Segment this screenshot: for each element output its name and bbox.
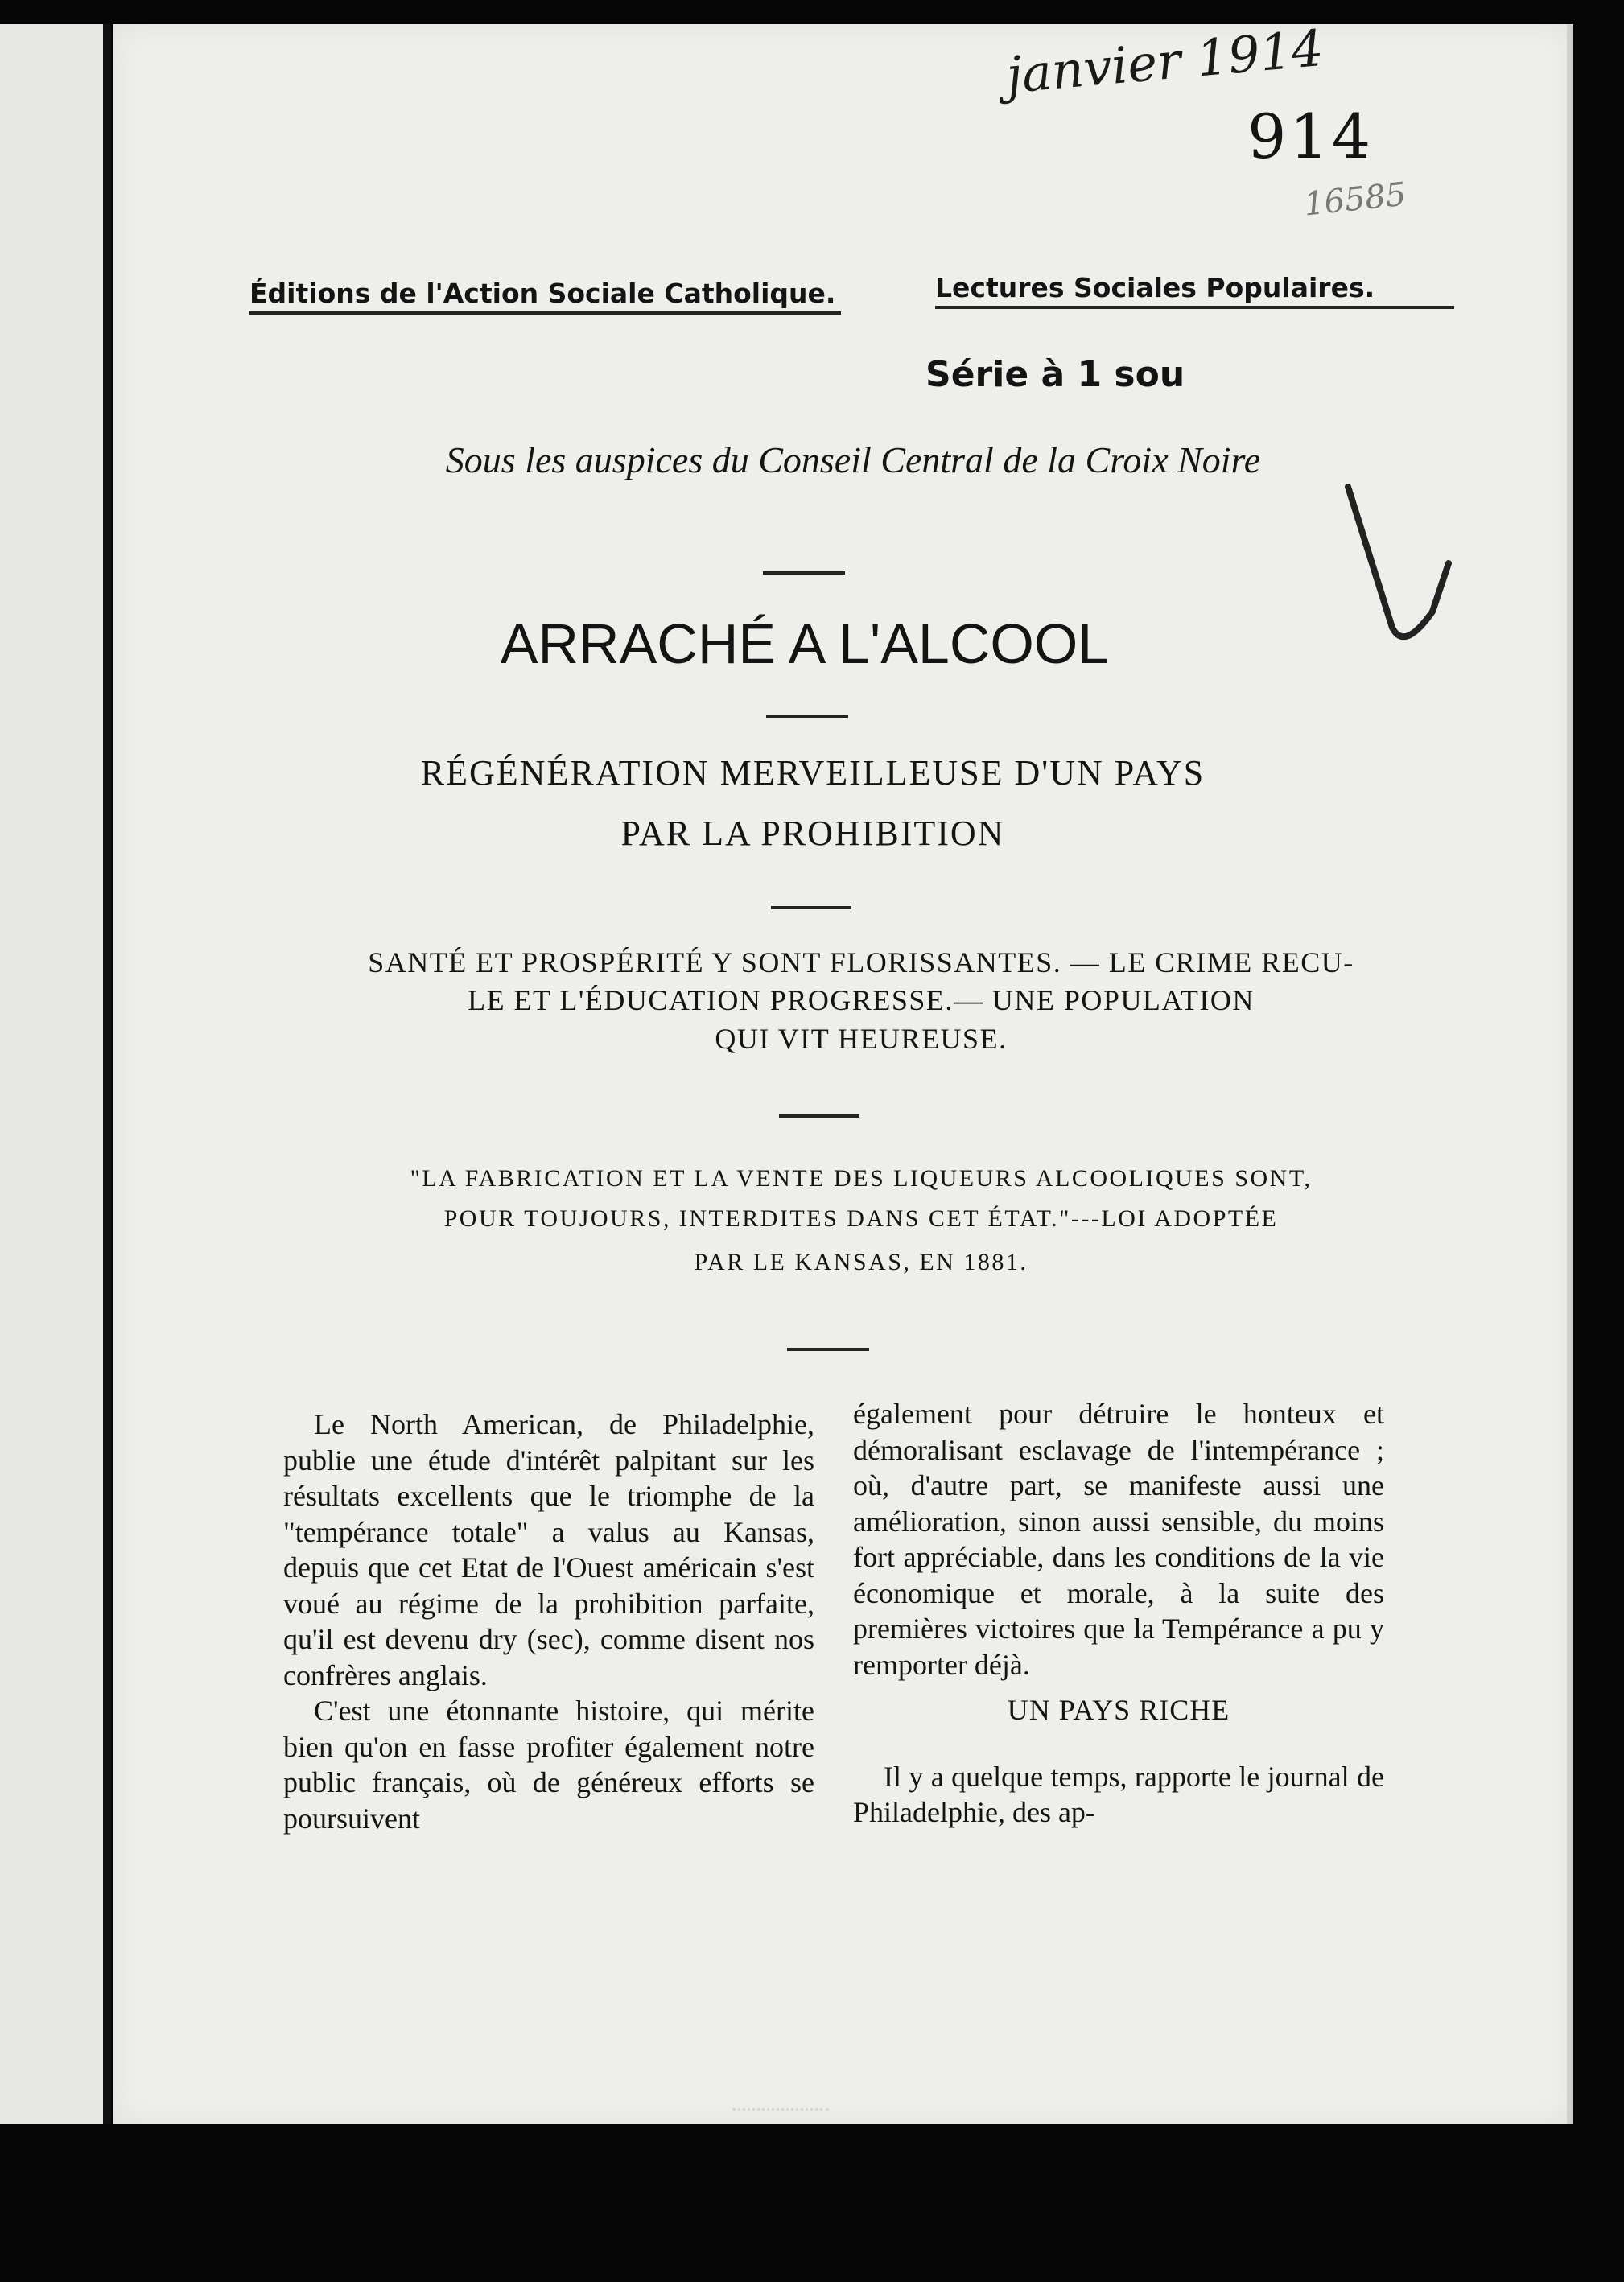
body-column-right (853, 1396, 1384, 1831)
paragraph: Le North American, de Philadelphie, publie une étude d'intérêt palpitant sur les résultats excellents que le triomphe de la "tempérance totale" a valus au Kansas, depuis que cet Etat de l'Ouest américain s'est voué au régime de la prohibition parfaite, qu'il est devenu dry (sec), comme disent nos confrères anglais. (283, 1408, 814, 1691)
body-column-left (283, 1407, 814, 1836)
bleed-through-mark (732, 2108, 829, 2127)
page-edge (1567, 24, 1573, 2124)
handwritten-date: janvier 1914 (1004, 18, 1326, 105)
quote-line-1: "LA FABRICATION ET LA VENTE DES LIQUEURS ALCOOLIQUES SONT, (410, 1165, 1313, 1192)
divider-4 (779, 1114, 859, 1118)
pencil-number: 16585 (1301, 175, 1408, 224)
document-title: ARRACHÉ A L'ALCOOL (500, 612, 1110, 675)
quote-line-3: PAR LE KANSAS, EN 1881. (694, 1249, 1028, 1275)
document-page (113, 18, 1573, 2124)
subtitle-line-2: PAR LA PROHIBITION (620, 814, 1005, 853)
publisher-header: Éditions de l'Action Sociale Catholique. (249, 278, 841, 315)
stamp-number: 914 (1247, 101, 1375, 172)
divider-2 (766, 715, 848, 718)
subtitle-line-1: RÉGÉNÉRATION MERVEILLEUSE D'UN PAYS (420, 753, 1206, 793)
summary-line-3: QUI VIT HEUREUSE. (715, 1023, 1008, 1055)
divider-1 (763, 571, 845, 575)
divider-5 (787, 1348, 869, 1351)
divider-3 (771, 906, 851, 909)
series-label: Série à 1 sou (925, 354, 1185, 395)
summary-line-1: SANTÉ ET PROSPÉRITÉ Y SONT FLORISSANTES. — LE CRIME RECU- (368, 946, 1354, 978)
summary-line-2: LE ET L'ÉDUCATION PROGRESSE.— UNE POPULATION (468, 984, 1255, 1016)
auspices-line: Sous les auspices du Conseil Central de la Croix Noire (445, 439, 1261, 480)
section-heading: UN PAYS RICHE (1007, 1694, 1230, 1726)
gutter-shadow (103, 24, 111, 2124)
quote-line-2: POUR TOUJOURS, INTERDITES DANS CET ÉTAT."---LOI ADOPTÉE (443, 1205, 1279, 1232)
paragraph: également pour détruire le honteux et démoralisant esclavage de l'intempérance ; où, d'autre part, se manifeste aussi une amélioration, sinon aussi sensible, du moins fort appréciable, dans les conditions de la vie économique et morale, à la suite des premières victoires que la Tempérance a pu y remporter déjà. (853, 1398, 1384, 1681)
paragraph: C'est une étonnante histoire, qui mérite bien qu'on en fasse profiter également notre public français, où de généreux efforts se poursuivent (283, 1695, 814, 1835)
facing-page-strip (0, 24, 109, 2124)
collection-header: Lectures Sociales Populaires. (935, 272, 1454, 309)
paragraph: Il y a quelque temps, rapporte le journal de Philadelphie, des ap- (853, 1760, 1384, 1828)
